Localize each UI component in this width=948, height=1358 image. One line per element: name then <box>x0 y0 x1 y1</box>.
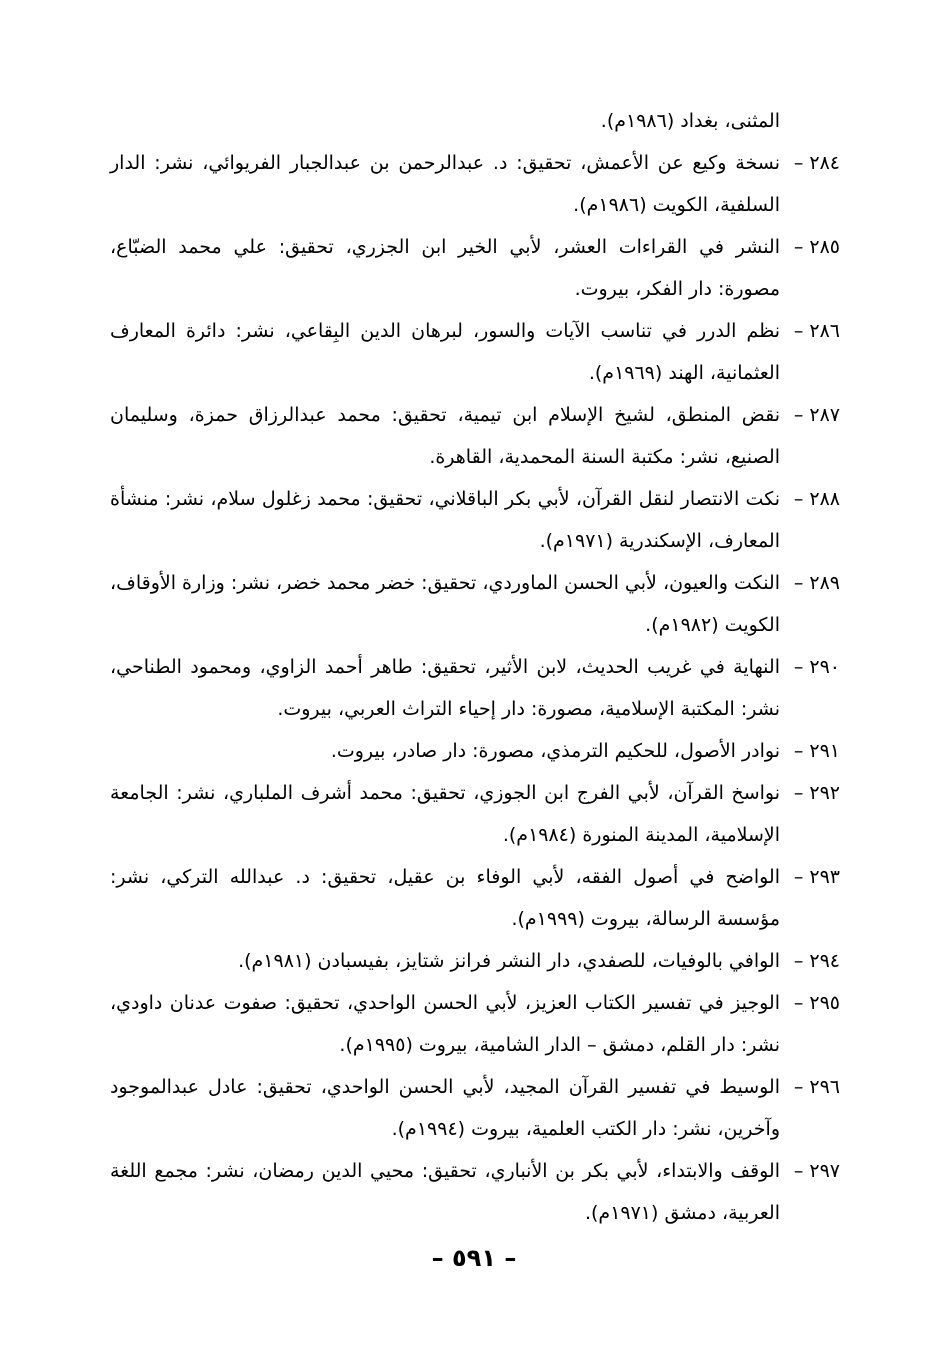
bibliography-entry-286 <box>110 310 840 394</box>
bibliography-entry-294 <box>110 940 840 982</box>
entry-number: ٢٨٨ – <box>793 488 840 510</box>
entry-number: ٢٨٦ – <box>793 320 840 342</box>
entry-text: نواسخ القرآن، لأبي الفرج ابن الجوزي، تحقيق: محمد أشرف الملباري، نشر: الجامعة الإسلامية، المدينة المنورة (١٩٨٤م). <box>110 782 780 846</box>
entry-number: ٢٩٢ – <box>793 782 840 804</box>
entry-text: الوجيز في تفسير الكتاب العزيز، لأبي الحسن الواحدي، تحقيق: صفوت عدنان داودي، نشر: دار القلم، دمشق – الدار الشامية، بيروت (١٩٩٥م). <box>110 992 780 1056</box>
bibliography-entry-290 <box>110 646 840 730</box>
bibliography-entry-288 <box>110 478 840 562</box>
bibliography-entry-292 <box>110 772 840 856</box>
entry-text: الوقف والابتداء، لأبي بكر بن الأنباري، تحقيق: محيي الدين رمضان، نشر: مجمع اللغة العربية، دمشق (١٩٧١م). <box>110 1160 780 1224</box>
entry-number: ٢٩٠ – <box>793 656 840 678</box>
entry-number: ٢٨٥ – <box>793 236 840 258</box>
entry-text: نسخة وكيع عن الأعمش، تحقيق: د. عبدالرحمن بن عبدالجبار الفريوائي، نشر: الدار السلفية، الكويت (١٩٨٦م). <box>110 152 780 216</box>
bibliography-entry-287 <box>110 394 840 478</box>
entry-text: الوافي بالوفيات، للصفدي، دار النشر فرانز شتايز، بفيسبادن (١٩٨١م). <box>238 950 780 972</box>
entry-text: الواضح في أصول الفقه، لأبي الوفاء بن عقيل، تحقيق: د. عبدالله التركي، نشر: مؤسسة الرسالة، بيروت (١٩٩٩م). <box>110 866 780 930</box>
entry-number: ٢٨٩ – <box>793 572 840 594</box>
entry-number: ٢٨٧ – <box>793 404 840 426</box>
entry-text: نظم الدرر في تناسب الآيات والسور، لبرهان الدين البِقاعي، نشر: دائرة المعارف العثمانية، الهند (١٩٦٩م). <box>110 320 780 384</box>
bibliography-entry-293 <box>110 856 840 940</box>
entry-number: ٢٩٧ – <box>793 1160 840 1182</box>
entry-text: النشر في القراءات العشر، لأبي الخير ابن الجزري، تحقيق: علي محمد الضبّاع، مصورة: دار الفكر، بيروت. <box>110 236 780 300</box>
entry-text: نوادر الأصول، للحكيم الترمذي، مصورة: دار صادر، بيروت. <box>330 740 780 762</box>
entry-text: نكت الانتصار لنقل القرآن، لأبي بكر الباقلاني، تحقيق: محمد زغلول سلام، نشر: منشأة المعارف، الإسكندرية (١٩٧١م). <box>110 488 780 552</box>
page-number: – ٥٩١ – <box>431 1244 517 1272</box>
entry-number: ٢٩٤ – <box>793 950 840 972</box>
bibliography-entry-285 <box>110 226 840 310</box>
bibliography-entry-289 <box>110 562 840 646</box>
entry-number: ٢٨٤ – <box>793 152 840 174</box>
entry-number: ٢٩١ – <box>793 740 840 762</box>
entry-number: ٢٩٥ – <box>793 992 840 1014</box>
bibliography-entry-291 <box>110 730 840 772</box>
bibliography-entry-296 <box>110 1066 840 1150</box>
bibliography-entry-297 <box>110 1150 840 1234</box>
entry-text: نقض المنطق، لشيخ الإسلام ابن تيمية، تحقيق: محمد عبدالرزاق حمزة، وسليمان الصنيع، نشر: مكتبة السنة المحمدية، القاهرة. <box>110 404 780 468</box>
bibliography-entry-295 <box>110 982 840 1066</box>
entry-text: الوسيط في تفسير القرآن المجيد، لأبي الحسن الواحدي، تحقيق: عادل عبدالموجود وآخرين، نشر: دار الكتب العلمية، بيروت (١٩٩٤م). <box>110 1076 780 1140</box>
entry-text: النكت والعيون، لأبي الحسن الماوردي، تحقيق: خضر محمد خضر، نشر: وزارة الأوقاف، الكويت (١٩٨٢م). <box>110 572 780 636</box>
continuation-line: المثنى، بغداد (١٩٨٦م). <box>600 110 780 132</box>
bibliography-entry-284 <box>110 142 840 226</box>
entry-number: ٢٩٦ – <box>793 1076 840 1098</box>
bibliography-list <box>110 100 840 1234</box>
entry-number: ٢٩٣ – <box>793 866 840 888</box>
entry-text: النهاية في غريب الحديث، لابن الأثير، تحقيق: طاهر أحمد الزاوي، ومحمود الطناحي، نشر: المكتبة الإسلامية، مصورة: دار إحياء التراث العربي، بيروت. <box>110 656 780 720</box>
